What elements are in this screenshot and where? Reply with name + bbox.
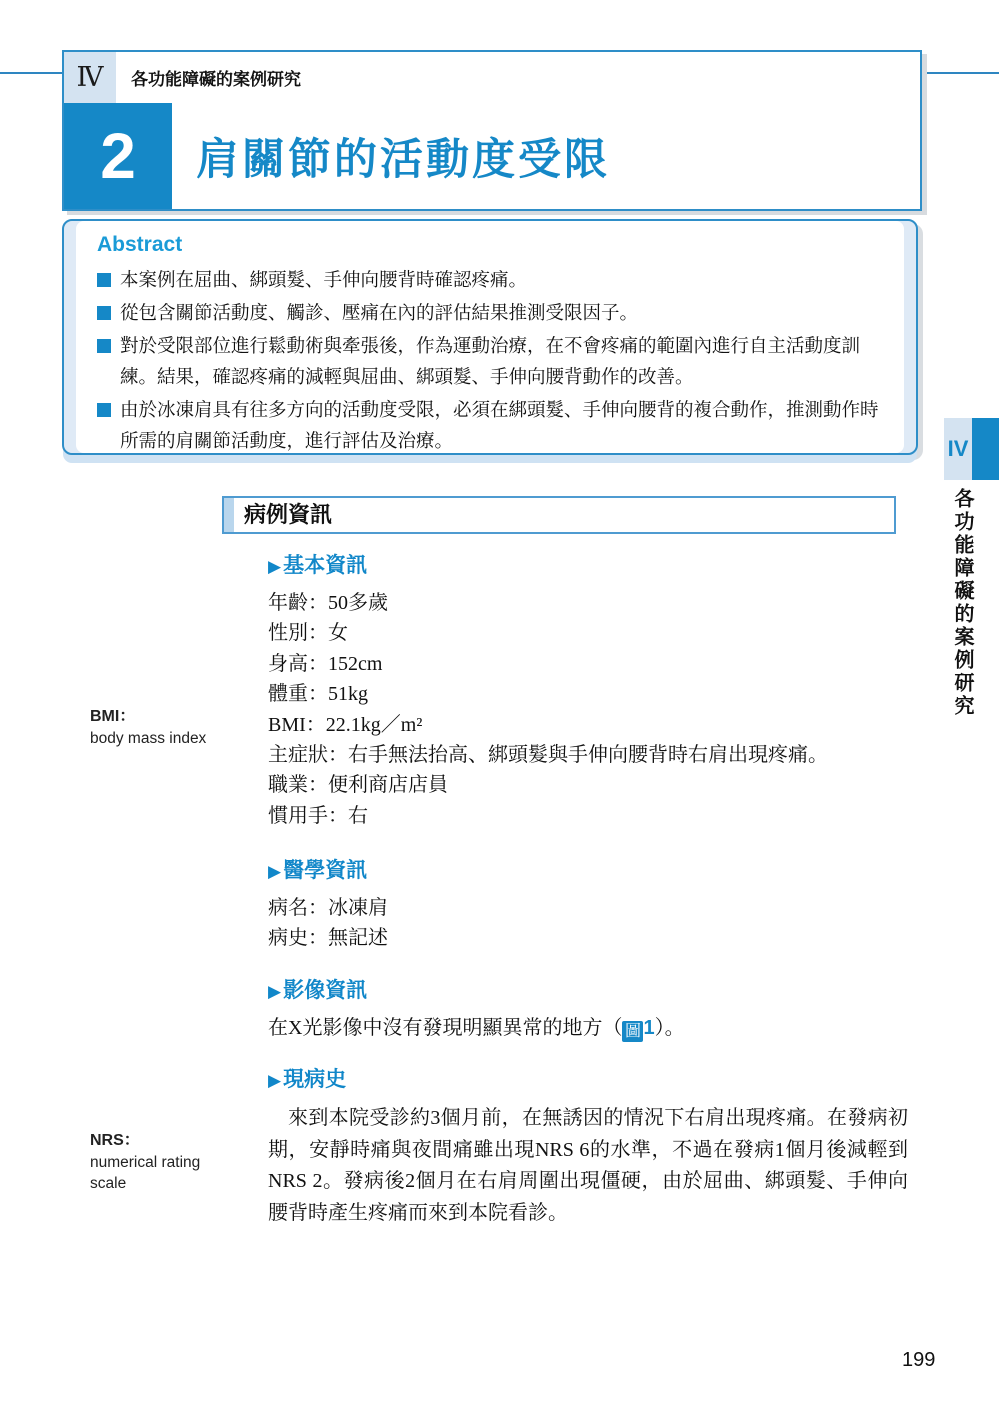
history-paragraph: 來到本院受診約3個月前，在無誘因的情況下右肩出現疼痛。在發病初期，安靜時痛與夜間痛雖出現NRS 6的水準，不過在發病1個月後減輕到NRS 2。發病後2個月在右肩周圍出現僵硬，由於屈曲、綁頭髮、手伸向腰背時產生疼痛而來到本院看診。 [268,1107,908,1224]
top-rule-left [0,72,62,74]
section-heading-text: 影像資訊 [283,979,368,1002]
section-basic-info [268,549,908,831]
field-line: BMI：22.1kg／m² [268,713,423,736]
chapter-number: 2 [64,103,172,209]
page-number: 199 [902,1349,936,1371]
section-heading-text: 現病史 [283,1068,347,1091]
margin-note-definition: body mass index [90,730,207,747]
section-heading [268,854,908,884]
section-present-history [268,1063,908,1229]
part-title: 各功能障礙的案例研究 [131,70,301,89]
part-header [62,50,922,105]
field-line: 性別：女 [268,622,348,645]
field-line: 主症狀：右手無法抬高、綁頭髮與手伸向腰背時右肩出現疼痛。 [268,744,828,767]
section-imaging-info [268,974,908,1043]
margin-note-term: NRS： [90,1132,140,1149]
bullet-square-icon [97,306,111,320]
section-arrow-icon: ▶ [268,1071,282,1090]
case-info-title: 病例資訊 [244,502,333,527]
field-line: 病史：無記述 [268,927,388,950]
abstract-bullet-item [97,330,880,392]
imaging-finding-line [268,1013,908,1043]
section-heading-text: 基本資訊 [283,554,368,577]
side-tab-part-title: 各功能障礙的案例研究 [951,488,973,718]
section-heading-text: 醫學資訊 [283,859,368,882]
abstract-box [62,219,918,455]
field-line: 體重：51kg [268,683,368,706]
top-rule-right [920,72,999,74]
margin-note-term: BMI： [90,708,136,725]
section-arrow-icon: ▶ [268,982,282,1001]
abstract-bullet-item [97,394,880,456]
abstract-bullet-text: 由於冰凍肩具有往多方向的活動度受限，必須在綁頭髮、手伸向腰背的複合動作，推測動作時所需的肩關節活動度，進行評估及治療。 [120,399,879,451]
field-line: 年齡：50多歲 [268,592,388,614]
imaging-text-pre: 在X光影像中沒有發現明顯異常的地方（ [268,1017,623,1039]
abstract-bullet-item [97,264,880,295]
section-heading [268,1063,908,1093]
side-tab-color-bar [972,418,999,480]
side-tab-part-label: IV [944,418,972,480]
margin-note-nrs [90,1130,225,1194]
bullet-square-icon [97,403,111,417]
section-medical-info [268,854,908,954]
figure-ref-number[interactable]: 1 [643,1017,655,1039]
field-line: 職業：便利商店店員 [268,774,448,797]
abstract-bullet-text: 對於受限部位進行鬆動術與牽張後，作為運動治療，在不會疼痛的範圍內進行自主活動度訓練。結果，確認疼痛的減輕與屈曲、綁頭髮、手伸向腰背動作的改善。 [120,335,861,387]
bullet-square-icon [97,339,111,353]
section-heading [268,974,908,1004]
section-arrow-icon: ▶ [268,557,282,576]
abstract-bullet-item [97,297,880,328]
abstract-label: Abstract [97,233,183,256]
figure-ref-icon[interactable]: 圖 [622,1021,643,1042]
field-line: 慣用手：右 [268,804,368,827]
chapter-banner [62,103,922,211]
section-heading [268,549,908,579]
section-arrow-icon: ▶ [268,862,282,881]
part-number-label: Ⅳ [64,52,116,103]
bullet-square-icon [97,273,111,287]
chapter-title: 肩關節的活動度受限 [196,136,610,184]
abstract-bullet-text: 從包含關節活動度、觸診、壓痛在內的評估結果推測受限因子。 [120,302,639,323]
margin-note-bmi [90,706,225,749]
imaging-text-post: ）。 [654,1017,685,1039]
case-info-accent-bar [224,498,234,532]
case-info-title-box [222,496,896,534]
field-line: 身高：152cm [268,652,383,675]
abstract-bullet-text: 本案例在屈曲、綁頭髮、手伸向腰背時確認疼痛。 [120,269,528,290]
margin-note-definition: numerical rating scale [90,1154,201,1192]
chapter-side-tab [944,418,999,480]
field-line: 病名：冰凍肩 [268,897,388,919]
